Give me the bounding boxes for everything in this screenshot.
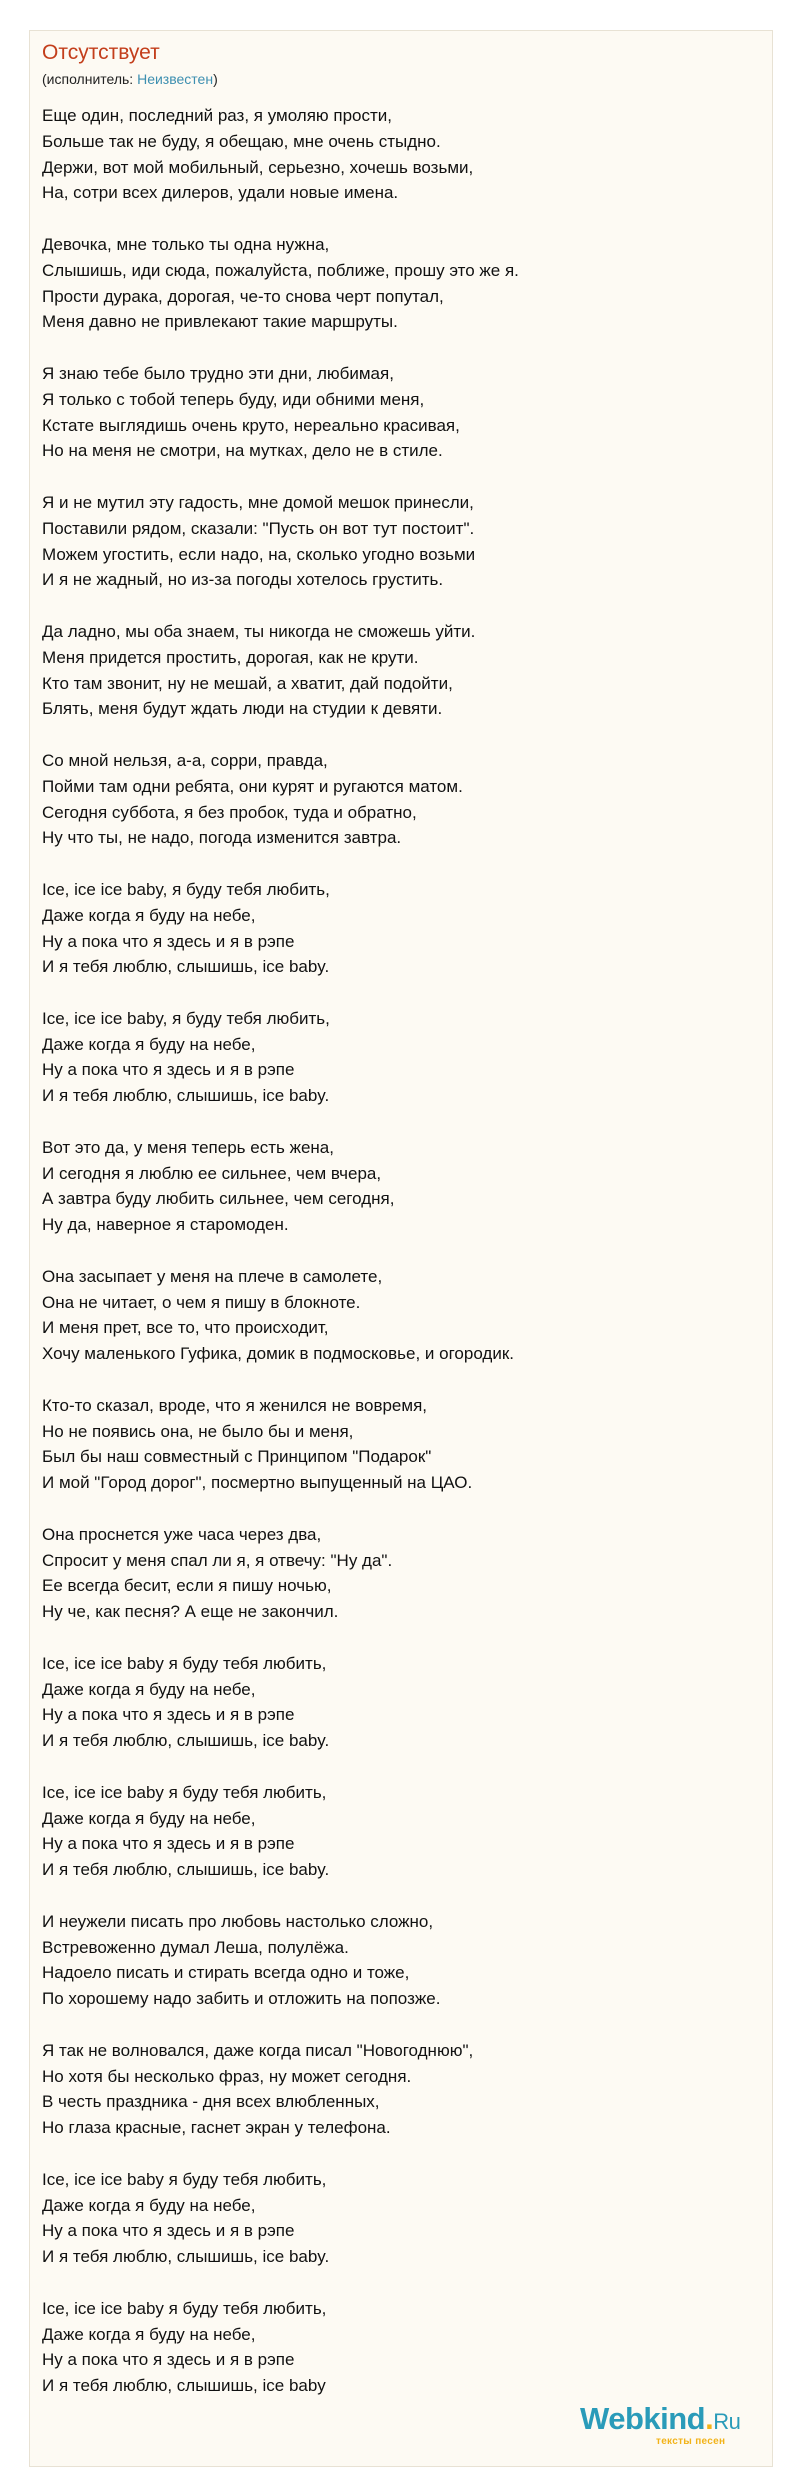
lyrics-line: Слышишь, иди сюда, пожалуйста, поближе, прошу это же я. <box>42 260 519 280</box>
lyrics-line: Ну а пока что я здесь и я в рэпе <box>42 1705 295 1725</box>
lyrics-line: Я и не мутил эту гадость, мне домой мешок принесли, <box>42 492 474 512</box>
lyrics-line: И я тебя люблю, слышишь, ice baby. <box>42 957 330 977</box>
lyrics-line: Девочка, мне только ты одна нужна, <box>42 234 330 254</box>
lyrics-line: Пойми там одни ребята, они курят и ругаются матом. <box>42 776 463 796</box>
lyrics-line: И неужели писать про любовь настолько сложно, <box>42 1911 434 1931</box>
lyrics-line: Ice, ice ice baby я буду тебя любить, <box>42 1782 327 1802</box>
lyrics-stanza <box>42 2296 762 2399</box>
lyrics-line: Но глаза красные, гаснет экран у телефона. <box>42 2118 391 2138</box>
lyrics-line: И мой "Город дорог", посмертно выпущенный на ЦАО. <box>42 1473 473 1493</box>
lyrics-line: Она проснется уже часа через два, <box>42 1524 322 1544</box>
lyrics-line: Ice, ice ice baby я буду тебя любить, <box>42 2298 327 2318</box>
lyrics-stanza <box>42 1780 762 1883</box>
lyrics-line: Даже когда я буду на небе, <box>42 2195 256 2215</box>
lyrics-line: Можем угостить, если надо, на, сколько угодно возьми <box>42 544 476 564</box>
lyrics-line: И я тебя люблю, слышишь, ice baby. <box>42 1731 330 1751</box>
logo-dot: . <box>705 2401 714 2436</box>
lyrics-line: Блять, меня будут ждать люди на студии к девяти. <box>42 699 443 719</box>
lyrics-line: И я не жадный, но из-за погоды хотелось грустить. <box>42 570 444 590</box>
lyrics-line: Кстате выглядишь очень круто, нереально красивая, <box>42 415 460 435</box>
lyrics-line: Поставили рядом, сказали: "Пусть он вот тут постоит". <box>42 518 475 538</box>
lyrics-line: Кто там звонит, ну не мешай, а хватит, дай подойти, <box>42 673 453 693</box>
lyrics-line: И я тебя люблю, слышишь, ice baby. <box>42 1860 330 1880</box>
lyrics-line: Но на меня не смотри, на мутках, дело не в стиле. <box>42 441 443 461</box>
lyrics-line: И меня прет, все то, что происходит, <box>42 1318 329 1338</box>
lyrics-stanza <box>42 103 762 206</box>
lyrics-line: Ее всегда бесит, если я пишу ночью, <box>42 1576 332 1596</box>
lyrics-line: Был бы наш совместный с Принципом "Подарок" <box>42 1447 432 1467</box>
lyrics-line: Но не появись она, не было бы и меня, <box>42 1421 354 1441</box>
lyrics-stanza <box>42 877 762 980</box>
lyrics-stanza <box>42 619 762 722</box>
logo-tld: Ru <box>713 2409 741 2434</box>
lyrics-line: На, сотри всех дилеров, удали новые имена. <box>42 183 399 203</box>
lyrics-line: Да ладно, мы оба знаем, ты никогда не сможешь уйти. <box>42 621 476 641</box>
lyrics-line: Ну а пока что я здесь и я в рэпе <box>42 931 295 951</box>
lyrics-line: Она засыпает у меня на плече в самолете, <box>42 1266 383 1286</box>
lyrics-line: И я тебя люблю, слышишь, ice baby. <box>42 1086 330 1106</box>
lyrics-line: Надоело писать и стирать всегда одно и тоже, <box>42 1963 410 1983</box>
lyrics-line: В честь праздника - дня всех влюбленных, <box>42 2092 380 2112</box>
lyrics-line: Ice, ice ice baby, я буду тебя любить, <box>42 879 330 899</box>
lyrics-stanza <box>42 1393 762 1496</box>
lyrics-line: Но хотя бы несколько фраз, ну может сегодня. <box>42 2066 412 2086</box>
lyrics-line: Я знаю тебе было трудно эти дни, любимая, <box>42 363 394 383</box>
lyrics-line: Держи, вот мой мобильный, серьезно, хочешь возьми, <box>42 157 474 177</box>
lyrics-line: Ну а пока что я здесь и я в рэпе <box>42 1834 295 1854</box>
lyrics-line: Со мной нельзя, а-а, сорри, правда, <box>42 750 328 770</box>
lyrics-stanza <box>42 490 762 593</box>
artist-suffix: ) <box>213 71 218 87</box>
lyrics-stanza <box>42 1522 762 1625</box>
logo-tagline: тексты песен <box>656 2436 726 2447</box>
lyrics-line: Даже когда я буду на небе, <box>42 1679 256 1699</box>
lyrics-line: По хорошему надо забить и отложить на попозже. <box>42 1989 441 2009</box>
artist-link[interactable]: Неизвестен <box>137 71 214 87</box>
lyrics-line: И я тебя люблю, слышишь, ice baby. <box>42 2247 330 2267</box>
lyrics-stanza <box>42 1135 762 1238</box>
lyrics-line: Я только с тобой теперь буду, иди обними меня, <box>42 389 425 409</box>
lyrics-line: Даже когда я буду на небе, <box>42 1808 256 1828</box>
lyrics-stanza <box>42 1006 762 1109</box>
lyrics-stanza <box>42 1909 762 2012</box>
lyrics-line: Кто-то сказал, вроде, что я женился не вовремя, <box>42 1395 427 1415</box>
lyrics-line: И я тебя люблю, слышишь, ice baby <box>42 2376 326 2396</box>
lyrics-line: Ice, ice ice baby, я буду тебя любить, <box>42 1008 330 1028</box>
lyrics-line: Меня давно не привлекают такие маршруты. <box>42 312 398 332</box>
lyrics-stanza <box>42 1651 762 1754</box>
lyrics-line: Еще один, последний раз, я умоляю прости, <box>42 106 393 125</box>
logo-wordmark <box>580 2402 770 2439</box>
lyrics-line: Ну а пока что я здесь и я в рэпе <box>42 1060 295 1080</box>
lyrics-line: Ice, ice ice baby я буду тебя любить, <box>42 1653 327 1673</box>
artist-prefix: (исполнитель: <box>42 71 138 87</box>
lyrics-line: Ну а пока что я здесь и я в рэпе <box>42 2350 295 2370</box>
site-logo[interactable] <box>580 2402 770 2456</box>
lyrics-line: Ice, ice ice baby я буду тебя любить, <box>42 2169 327 2189</box>
lyrics-stanza <box>42 2167 762 2270</box>
lyrics-stanza <box>42 2038 762 2141</box>
lyrics-line: Ну а пока что я здесь и я в рэпе <box>42 2221 295 2241</box>
lyrics-line: Даже когда я буду на небе, <box>42 2324 256 2344</box>
lyrics-stanza <box>42 1264 762 1367</box>
lyrics-line: Ну че, как песня? А еще не закончил. <box>42 1602 339 1622</box>
lyrics-line: Встревоженно думал Леша, полулёжа. <box>42 1937 349 1957</box>
lyrics-stanza <box>42 361 762 464</box>
lyrics-line: Даже когда я буду на небе, <box>42 1034 256 1054</box>
lyrics-line: Больше так не буду, я обещаю, мне очень стыдно. <box>42 131 441 151</box>
lyrics-line: Она не читает, о чем я пишу в блокноте. <box>42 1292 361 1312</box>
song-title: Отсутствует <box>42 41 160 64</box>
lyrics-line: Меня придется простить, дорогая, как не крути. <box>42 647 419 667</box>
lyrics-text <box>42 103 762 2425</box>
lyrics-stanza <box>42 748 762 851</box>
lyrics-line: Спросит у меня спал ли я, я отвечу: "Ну да". <box>42 1550 393 1570</box>
lyrics-line: Ну что ты, не надо, погода изменится завтра. <box>42 828 402 848</box>
artist-line <box>42 70 218 88</box>
lyrics-stanza <box>42 232 762 335</box>
lyrics-line: Я так не волновался, даже когда писал "Новогоднюю", <box>42 2040 474 2060</box>
lyrics-line: Даже когда я буду на небе, <box>42 905 256 925</box>
lyrics-line: Сегодня суббота, я без пробок, туда и обратно, <box>42 802 417 822</box>
lyrics-line: Прости дурака, дорогая, че-то снова черт попутал, <box>42 286 444 306</box>
lyrics-line: Вот это да, у меня теперь есть жена, <box>42 1137 334 1157</box>
logo-name: Webkind <box>580 2401 706 2436</box>
lyrics-line: Ну да, наверное я старомоден. <box>42 1215 289 1235</box>
lyrics-line: И сегодня я люблю ее сильнее, чем вчера, <box>42 1163 382 1183</box>
lyrics-line: Хочу маленького Гуфика, домик в подмосковье, и огородик. <box>42 1344 514 1364</box>
lyrics-line: А завтра буду любить сильнее, чем сегодня, <box>42 1189 395 1209</box>
